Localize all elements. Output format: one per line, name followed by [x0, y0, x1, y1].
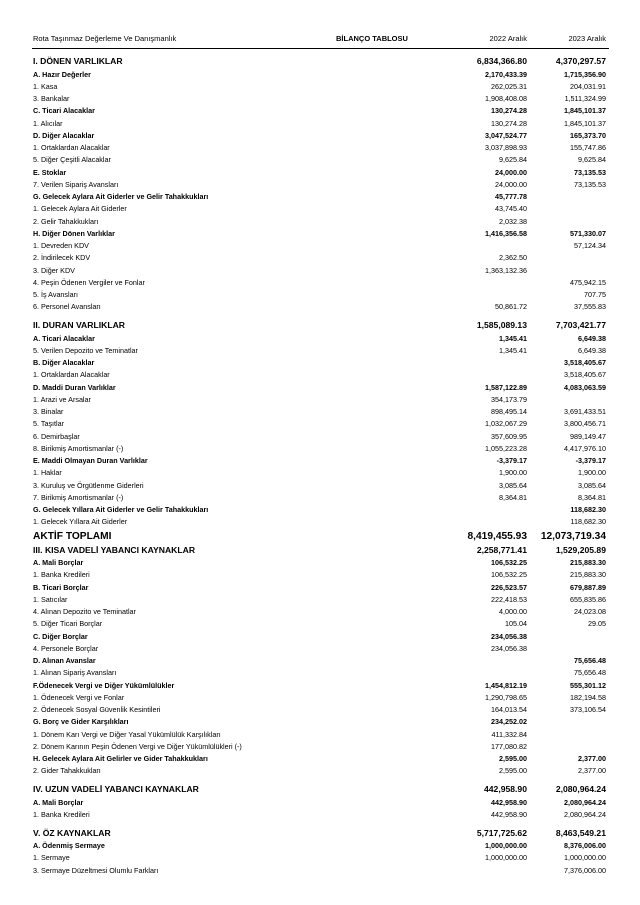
value-2022: 24,000.00	[495, 167, 527, 177]
value-2023: 7,376,006.00	[564, 865, 606, 875]
value-2022: 898,495.14	[491, 407, 527, 416]
row-label: 5. Taşıtlar	[33, 419, 65, 429]
value-2023: 1,845,101.37	[564, 106, 606, 116]
value-2022: -3,379.17	[496, 456, 527, 465]
value-2022: 3,047,524.77	[485, 130, 527, 140]
value-2023: 679,887.89	[570, 582, 606, 592]
value-2023: 1,511,324.99	[564, 94, 606, 103]
row-label: 1. Alınan Sipariş Avansları	[33, 668, 117, 678]
value-2023: 707.75	[584, 290, 606, 299]
value-2023: 8,364.81	[578, 492, 606, 502]
value-2022: 9,625.84	[499, 155, 527, 165]
value-2022: 234,056.38	[491, 631, 527, 641]
value-2022: 105.04	[505, 619, 527, 629]
row-label: V. ÖZ KAYNAKLAR	[33, 827, 111, 838]
value-2022: 234,252.02	[491, 717, 527, 727]
header-divider	[32, 48, 609, 49]
row-label: C. Ticari Alacaklar	[33, 106, 95, 116]
value-2022: 1,416,356.58	[485, 228, 527, 238]
group-row	[0, 557, 640, 569]
section-heading-row	[0, 783, 640, 797]
value-2022: 177,080.82	[491, 741, 527, 751]
value-2023: 75,656.48	[574, 656, 606, 665]
balance-sheet-table	[0, 55, 640, 877]
line-item-row	[0, 289, 640, 301]
row-label: II. DURAN VARLIKLAR	[33, 320, 125, 330]
value-2023: 9,625.84	[578, 155, 606, 165]
value-2023: 215,883.30	[570, 558, 606, 567]
value-2022: 262,025.31	[491, 81, 527, 91]
value-2022: 1,900.00	[499, 468, 527, 478]
value-2022: 1,055,223.28	[485, 443, 527, 453]
value-2023: 6,649.38	[578, 333, 606, 343]
value-2022: 357,609.95	[491, 431, 527, 441]
value-2022: 1,587,122.89	[485, 382, 527, 392]
value-2022: 8,364.81	[499, 492, 527, 502]
total-row	[0, 529, 640, 544]
row-label: 2. Dönem Karının Peşin Ödenen Vergi ve Diğer Yükümlülükleri (-)	[33, 741, 242, 751]
value-2022: 1,454,812.19	[485, 680, 527, 690]
value-2023: 2,080,964.24	[564, 797, 606, 807]
value-2022: 130,274.28	[491, 106, 527, 116]
row-label: 1. Banka Kredileri	[33, 570, 90, 580]
row-label: 8. Birikmiş Amortismanlar (-)	[33, 443, 124, 453]
value-2023: 3,518,405.67	[564, 358, 606, 367]
line-item-row	[0, 142, 640, 154]
row-label: A. Ticari Alacaklar	[33, 333, 95, 343]
group-row	[0, 504, 640, 516]
line-item-row	[0, 240, 640, 252]
value-2023: 1,715,356.90	[564, 69, 606, 79]
value-2022: 226,523.57	[491, 582, 527, 592]
row-label: 5. Diğer Çeşitli Alacaklar	[33, 155, 111, 165]
row-label: 1. Ödenecek Vergi ve Fonlar	[33, 692, 125, 702]
value-2023: 4,417,976.10	[564, 443, 606, 453]
line-item-row	[0, 216, 640, 228]
line-item-row	[0, 301, 640, 313]
group-row	[0, 333, 640, 345]
value-2023: 12,073,719.34	[540, 530, 606, 542]
value-2023: 165,373.70	[570, 130, 606, 140]
value-2022: 411,332.84	[491, 729, 527, 739]
value-2023: 118,682.30	[570, 505, 606, 514]
value-2023: 2,377.00	[578, 754, 606, 763]
value-2023: 3,800,456.71	[564, 419, 606, 429]
value-2022: 1,363,132.36	[485, 265, 527, 275]
value-2023: 1,845,101.37	[564, 118, 606, 128]
group-row	[0, 167, 640, 179]
value-2023: 475,942.15	[570, 277, 606, 287]
line-item-row	[0, 704, 640, 716]
row-label: 7. Verilen Sipariş Avansları	[33, 179, 119, 189]
value-2022: 442,958.90	[491, 809, 527, 819]
value-2023: 989,149.47	[570, 431, 606, 441]
value-2022: 5,717,725.62	[476, 827, 527, 838]
group-row	[0, 797, 640, 809]
value-2023: 4,083,063.59	[564, 382, 606, 392]
row-label: 6. Personel Avansları	[33, 302, 101, 312]
value-2023: 373,106.54	[570, 705, 606, 714]
row-label: A. Mali Borçlar	[33, 558, 84, 567]
row-label: 1. Dönem Karı Vergi ve Diğer Yasal Yükümlülük Karşılıkları	[33, 729, 221, 739]
line-item-row	[0, 809, 640, 821]
value-2022: 354,173.79	[491, 394, 527, 404]
row-label: D. Alınan Avanslar	[33, 656, 96, 665]
section-heading-row	[0, 55, 640, 69]
group-row	[0, 655, 640, 667]
row-label: G. Gelecek Aylara Ait Giderler ve Gelir Tahakkukları	[33, 192, 209, 201]
line-item-row	[0, 741, 640, 753]
group-row	[0, 455, 640, 467]
row-label: 3. Binalar	[33, 407, 64, 416]
row-label: A. Ödenmiş Sermaye	[33, 841, 105, 850]
value-2023: 118,682.30	[570, 517, 606, 527]
value-2022: 442,958.90	[491, 797, 527, 807]
value-2022: 6,834,366.80	[476, 56, 527, 66]
group-row	[0, 382, 640, 394]
value-2023: 555,301.12	[570, 680, 606, 690]
row-label: D. Maddi Duran Varlıklar	[33, 382, 116, 392]
value-2023: 3,518,405.67	[564, 370, 606, 380]
group-row	[0, 191, 640, 203]
line-item-row	[0, 618, 640, 630]
row-label: 1. Haklar	[33, 468, 62, 478]
column-header-2023: 2023 Aralık	[568, 34, 606, 43]
row-label: 4. Personele Borçlar	[33, 643, 99, 653]
row-label: H. Gelecek Aylara Ait Gelirler ve Gider Tahakkukları	[33, 754, 208, 763]
value-2023: 29.05	[588, 619, 606, 629]
row-label: E. Stoklar	[33, 167, 67, 177]
value-2022: 1,908,408.08	[485, 94, 527, 103]
value-2022: 43,745.40	[495, 204, 527, 214]
value-2023: 8,376,006.00	[564, 841, 606, 850]
value-2023: 3,085.64	[578, 480, 606, 490]
group-row	[0, 680, 640, 692]
value-2022: 3,037,898.93	[485, 143, 527, 152]
line-item-row	[0, 865, 640, 877]
group-row	[0, 69, 640, 81]
value-2023: 182,194.58	[570, 692, 606, 702]
value-2023: 73,135.53	[574, 179, 606, 189]
line-item-row	[0, 252, 640, 264]
value-2023: 2,080,964.24	[555, 784, 606, 794]
value-2023: 73,135.53	[574, 167, 606, 177]
value-2023: 155,747.86	[570, 143, 606, 152]
value-2023: 2,377.00	[578, 766, 606, 776]
line-item-row	[0, 277, 640, 289]
value-2022: 3,085.64	[499, 480, 527, 490]
line-item-row	[0, 394, 640, 406]
value-2023: 4,370,297.57	[555, 56, 606, 66]
group-row	[0, 631, 640, 643]
row-label: 1. Kasa	[33, 81, 58, 91]
value-2023: 37,555.83	[574, 302, 606, 312]
line-item-row	[0, 852, 640, 864]
row-label: 2. Ödenecek Sosyal Güvenlik Kesintileri	[33, 705, 161, 714]
row-label: 3. Bankalar	[33, 94, 70, 103]
value-2023: 2,080,964.24	[564, 809, 606, 819]
group-row	[0, 228, 640, 240]
row-label: 2. Gelir Tahakkukları	[33, 216, 99, 226]
row-label: AKTİF TOPLAMI	[33, 530, 112, 542]
line-item-row	[0, 431, 640, 443]
line-item-row	[0, 93, 640, 105]
row-label: 1. Sermaye	[33, 853, 70, 863]
row-label: 1. Gelecek Yıllara Ait Giderler	[33, 517, 128, 527]
group-row	[0, 753, 640, 765]
line-item-row	[0, 418, 640, 430]
section-heading-row	[0, 544, 640, 558]
value-2023: 1,529,205.89	[555, 544, 606, 555]
line-item-row	[0, 492, 640, 504]
value-2022: 1,000,000.00	[485, 841, 527, 850]
line-item-row	[0, 369, 640, 381]
column-header-2022: 2022 Aralık	[489, 34, 527, 43]
table-header	[0, 34, 640, 46]
value-2023: 24,023.08	[574, 607, 606, 616]
company-name: Rota Taşınmaz Değerleme Ve Danışmanlık	[33, 34, 177, 43]
row-label: B. Diğer Alacaklar	[33, 358, 95, 367]
line-item-row	[0, 81, 640, 93]
value-2023: 571,330.07	[570, 228, 606, 238]
value-2023: 204,031.91	[570, 81, 606, 91]
line-item-row	[0, 265, 640, 277]
value-2022: 106,532.25	[491, 558, 527, 567]
value-2023: 75,656.48	[574, 668, 606, 678]
value-2023: 655,835.86	[570, 594, 606, 604]
row-label: 1. Arazi ve Arsalar	[33, 394, 91, 404]
value-2022: 1,345.41	[499, 333, 527, 343]
value-2022: 50,861.72	[495, 302, 527, 312]
row-label: IV. UZUN VADELİ YABANCI KAYNAKLAR	[33, 784, 199, 794]
line-item-row	[0, 118, 640, 130]
value-2022: 2,595.00	[499, 766, 527, 776]
section-heading-row	[0, 827, 640, 841]
value-2023: 3,691,433.51	[564, 407, 606, 416]
line-item-row	[0, 203, 640, 215]
value-2022: 234,056.38	[491, 643, 527, 653]
line-item-row	[0, 443, 640, 455]
line-item-row	[0, 154, 640, 166]
row-label: 1. Devreden KDV	[33, 241, 89, 250]
row-label: G. Borç ve Gider Karşılıkları	[33, 717, 129, 727]
value-2022: 24,000.00	[495, 179, 527, 189]
row-label: H. Diğer Dönen Varlıklar	[33, 228, 115, 238]
line-item-row	[0, 729, 640, 741]
row-label: III. KISA VADELİ YABANCI KAYNAKLAR	[33, 544, 196, 555]
row-label: F.Ödenecek Vergi ve Diğer Yükümlülükler	[33, 680, 175, 690]
row-label: G. Gelecek Yıllara Ait Giderler ve Gelir Tahakkukları	[33, 505, 209, 514]
row-label: A. Hazır Değerler	[33, 69, 91, 79]
row-label: 1. Ortaklardan Alacaklar	[33, 370, 110, 380]
value-2022: 8,419,455.93	[467, 530, 527, 542]
line-item-row	[0, 480, 640, 492]
value-2022: 1,345.41	[499, 345, 527, 355]
row-label: C. Diğer Borçlar	[33, 631, 88, 641]
group-row	[0, 582, 640, 594]
document-title: BİLANÇO TABLOSU	[336, 34, 408, 43]
line-item-row	[0, 345, 640, 357]
group-row	[0, 130, 640, 142]
line-item-row	[0, 692, 640, 704]
section-heading-row	[0, 319, 640, 333]
row-label: A. Mali Borçlar	[33, 797, 84, 807]
value-2023: 215,883.30	[570, 570, 606, 580]
row-label: 3. Kuruluş ve Örgütlenme Giderleri	[33, 480, 144, 490]
group-row	[0, 840, 640, 852]
value-2022: 2,170,433.39	[485, 69, 527, 79]
line-item-row	[0, 765, 640, 777]
line-item-row	[0, 594, 640, 606]
row-label: 5. Diğer Ticari Borçlar	[33, 619, 103, 629]
value-2022: 2,362.50	[499, 253, 527, 263]
value-2023: 7,703,421.77	[555, 320, 606, 330]
row-label: 3. Sermaye Düzeltmesi Olumlu Farkları	[33, 865, 159, 875]
line-item-row	[0, 643, 640, 655]
value-2022: 1,032,067.29	[485, 419, 527, 429]
line-item-row	[0, 467, 640, 479]
value-2022: 222,418.53	[491, 594, 527, 604]
row-label: B. Ticari Borçlar	[33, 582, 89, 592]
value-2022: 2,595.00	[499, 754, 527, 763]
value-2022: 164,013.54	[491, 705, 527, 714]
row-label: 1. Satıcılar	[33, 594, 68, 604]
value-2022: 130,274.28	[491, 118, 527, 128]
row-label: 1. Gelecek Aylara Ait Giderler	[33, 204, 127, 214]
row-label: 5. İş Avansları	[33, 290, 79, 299]
value-2022: 442,958.90	[483, 784, 527, 794]
row-label: D. Diğer Alacaklar	[33, 130, 95, 140]
value-2023: 1,900.00	[578, 468, 606, 478]
value-2022: 1,290,798.65	[485, 692, 527, 702]
row-label: 4. Peşin Ödenen Vergiler ve Fonlar	[33, 277, 145, 287]
group-row	[0, 716, 640, 728]
value-2022: 45,777.78	[495, 192, 527, 201]
value-2022: 1,585,089.13	[476, 320, 527, 330]
line-item-row	[0, 179, 640, 191]
value-2023: 1,000,000.00	[564, 853, 606, 863]
value-2022: 1,000,000.00	[485, 853, 527, 863]
value-2022: 4,000.00	[499, 607, 527, 616]
row-label: I. DÖNEN VARLIKLAR	[33, 56, 123, 66]
row-label: 1. Banka Kredileri	[33, 809, 90, 819]
row-label: E. Maddi Olmayan Duran Varlıklar	[33, 456, 148, 465]
line-item-row	[0, 606, 640, 618]
value-2023: 57,124.34	[574, 241, 606, 250]
group-row	[0, 357, 640, 369]
row-label: 1. Ortaklardan Alacaklar	[33, 143, 110, 152]
value-2023: -3,379.17	[575, 456, 606, 465]
row-label: 5. Verilen Depozito ve Teminatlar	[33, 345, 138, 355]
row-label: 3. Diğer KDV	[33, 265, 75, 275]
row-label: 2. Gider Tahakkukları	[33, 766, 101, 776]
value-2022: 2,032.38	[499, 216, 527, 226]
value-2023: 8,463,549.21	[555, 827, 606, 838]
value-2022: 2,258,771.41	[476, 544, 527, 555]
row-label: 2. İndirilecek KDV	[33, 253, 91, 263]
row-label: 1. Alıcılar	[33, 118, 63, 128]
row-label: 6. Demirbaşlar	[33, 431, 80, 441]
line-item-row	[0, 406, 640, 418]
line-item-row	[0, 569, 640, 581]
row-label: 4. Alınan Depozito ve Teminatlar	[33, 607, 136, 616]
value-2022: 106,532.25	[491, 570, 527, 580]
line-item-row	[0, 667, 640, 679]
line-item-row	[0, 516, 640, 528]
row-label: 7. Birikmiş Amortismanlar (-)	[33, 492, 124, 502]
group-row	[0, 105, 640, 117]
value-2023: 6,649.38	[578, 345, 606, 355]
